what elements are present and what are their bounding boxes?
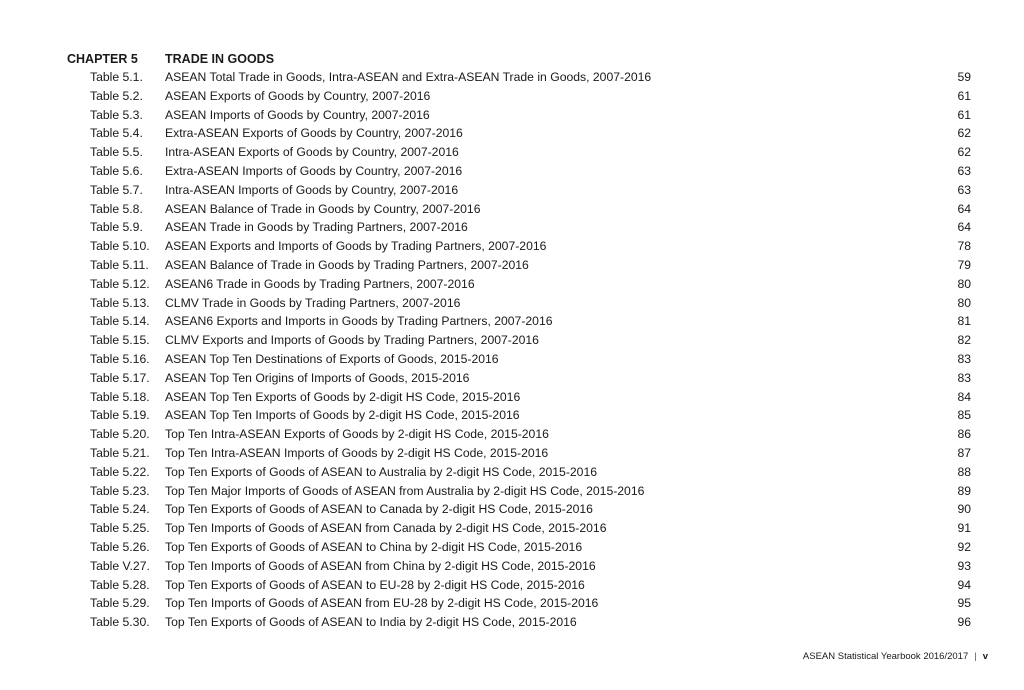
toc-entry-page: 95 (957, 596, 971, 611)
toc-entry-page: 90 (957, 502, 971, 517)
toc-entry-page: 86 (957, 427, 971, 442)
footer-publication-title: ASEAN Statistical Yearbook 2016/2017 (802, 651, 969, 662)
toc-entry-page: 83 (957, 370, 971, 385)
toc-entry-title: Intra-ASEAN Exports of Goods by Country, 2007-2016 (165, 145, 459, 160)
toc-entry-number: Table 5.3. (90, 107, 143, 122)
toc-entry-page: 78 (957, 239, 971, 254)
toc-entry-title: ASEAN Top Ten Imports of Goods by 2-digit HS Code, 2015-2016 (165, 408, 520, 423)
toc-entry[interactable] (0, 500, 1024, 519)
toc-entry-page: 64 (957, 220, 971, 235)
chapter-label: CHAPTER 5 (67, 52, 138, 66)
toc-entry-page: 64 (957, 201, 971, 216)
toc-entry-page: 87 (957, 445, 971, 460)
toc-entry-number: Table 5.15. (90, 333, 150, 348)
toc-entry-number: Table 5.22. (90, 464, 150, 479)
toc-entry-title: Top Ten Exports of Goods of ASEAN to Canada by 2-digit HS Code, 2015-2016 (165, 502, 593, 517)
toc-entry-number: Table 5.1. (90, 70, 143, 84)
footer-page-number: v (982, 651, 988, 662)
toc-entry-page: 61 (957, 88, 971, 103)
toc-entry-number: Table 5.11. (90, 257, 149, 272)
toc-entry-number: Table 5.14. (90, 314, 150, 329)
toc-entry-title: Intra-ASEAN Imports of Goods by Country, 2007-2016 (165, 182, 459, 197)
toc-entry[interactable] (0, 256, 1024, 275)
toc-entry-page: 61 (957, 107, 971, 122)
toc-entry-title: ASEAN Total Trade in Goods, Intra-ASEAN and Extra-ASEAN Trade in Goods, 2007-2016 (165, 70, 652, 84)
table-of-contents-list (0, 68, 1024, 632)
toc-entry-title: Top Ten Imports of Goods of ASEAN from China by 2-digit HS Code, 2015-2016 (165, 558, 596, 573)
toc-entry-number: Table 5.26. (90, 539, 150, 554)
toc-entry-number: Table 5.24. (90, 502, 150, 517)
toc-entry-number: Table 5.13. (90, 295, 150, 310)
toc-entry[interactable] (0, 218, 1024, 237)
toc-entry-number: Table 5.25. (90, 521, 150, 536)
toc-entry[interactable] (0, 237, 1024, 256)
toc-entry-title: ASEAN Balance of Trade in Goods by Country, 2007-2016 (165, 201, 481, 216)
toc-entry-page: 96 (957, 615, 971, 630)
toc-entry[interactable] (0, 425, 1024, 444)
toc-entry-number: Table 5.12. (90, 276, 150, 291)
toc-entry-page: 80 (957, 295, 971, 310)
toc-entry-page: 91 (957, 521, 971, 536)
toc-entry-page: 79 (957, 257, 971, 272)
toc-entry-title: Extra-ASEAN Imports of Goods by Country, 2007-2016 (165, 163, 463, 178)
toc-entry-number: Table 5.6. (90, 163, 143, 178)
toc-entry-page: 94 (957, 577, 971, 592)
toc-entry-title: Top Ten Intra-ASEAN Exports of Goods by 2-digit HS Code, 2015-2016 (165, 427, 549, 442)
toc-entry[interactable] (0, 538, 1024, 557)
toc-entry[interactable] (0, 369, 1024, 388)
toc-entry[interactable] (0, 68, 1024, 87)
toc-entry-number: Table 5.21. (90, 445, 150, 460)
toc-entry-number: Table 5.29. (90, 596, 150, 611)
toc-entry-title: ASEAN Top Ten Origins of Imports of Goods, 2015-2016 (165, 370, 470, 385)
toc-entry-title: Top Ten Major Imports of Goods of ASEAN from Australia by 2-digit HS Code, 2015-2016 (165, 483, 645, 498)
toc-entry-title: ASEAN6 Exports and Imports in Goods by Trading Partners, 2007-2016 (165, 314, 553, 329)
toc-entry-page: 63 (957, 163, 971, 178)
toc-entry[interactable] (0, 143, 1024, 162)
toc-entry-page: 59 (957, 70, 971, 84)
toc-entry[interactable] (0, 294, 1024, 313)
toc-entry-number: Table 5.2. (90, 88, 143, 103)
toc-entry-page: 93 (957, 558, 971, 573)
toc-entry-title: ASEAN Top Ten Destinations of Exports of Goods, 2015-2016 (165, 351, 499, 366)
toc-entry-title: CLMV Trade in Goods by Trading Partners, 2007-2016 (165, 295, 461, 310)
toc-entry-page: 89 (957, 483, 971, 498)
toc-entry[interactable] (0, 350, 1024, 369)
toc-entry[interactable] (0, 388, 1024, 407)
toc-entry-title: Top Ten Exports of Goods of ASEAN to Australia by 2-digit HS Code, 2015-2016 (165, 464, 598, 479)
toc-entry-number: Table 5.17. (90, 370, 150, 385)
toc-entry[interactable] (0, 162, 1024, 181)
toc-entry-number: Table 5.16. (90, 351, 150, 366)
toc-entry-number: Table 5.18. (90, 389, 150, 404)
toc-entry[interactable] (0, 200, 1024, 219)
toc-entry-title: CLMV Exports and Imports of Goods by Trading Partners, 2007-2016 (165, 333, 539, 348)
toc-entry-title: ASEAN Imports of Goods by Country, 2007-2016 (165, 107, 430, 122)
toc-entry-page: 62 (957, 126, 971, 141)
toc-entry-number: Table 5.19. (90, 408, 150, 423)
toc-entry-number: Table 5.4. (90, 126, 143, 141)
toc-entry-page: 62 (957, 145, 971, 160)
toc-entry-title: Top Ten Exports of Goods of ASEAN to EU-28 by 2-digit HS Code, 2015-2016 (165, 577, 585, 592)
toc-entry-page: 82 (957, 333, 971, 348)
chapter-title: TRADE IN GOODS (165, 52, 275, 66)
toc-entry-page: 81 (957, 314, 971, 329)
toc-entry[interactable] (0, 482, 1024, 501)
toc-entry-page: 83 (957, 351, 971, 366)
page-footer (803, 650, 988, 664)
toc-entry-number: Table 5.5. (90, 145, 143, 160)
toc-entry-title: Top Ten Imports of Goods of ASEAN from EU-28 by 2-digit HS Code, 2015-2016 (165, 596, 599, 611)
toc-entry-number: Table 5.8. (90, 201, 143, 216)
toc-entry[interactable] (0, 87, 1024, 106)
toc-entry-page: 84 (957, 389, 971, 404)
toc-entry[interactable] (0, 557, 1024, 576)
toc-entry-title: Extra-ASEAN Exports of Goods by Country, 2007-2016 (165, 126, 463, 141)
toc-entry[interactable] (0, 444, 1024, 463)
toc-entry[interactable] (0, 594, 1024, 613)
footer-separator: | (974, 651, 977, 662)
toc-entry[interactable] (0, 124, 1024, 143)
toc-entry-number: Table 5.28. (90, 577, 150, 592)
toc-entry-title: ASEAN Balance of Trade in Goods by Trading Partners, 2007-2016 (165, 257, 529, 272)
toc-entry[interactable] (0, 613, 1024, 632)
toc-entry-number: Table 5.20. (90, 427, 150, 442)
toc-entry-page: 63 (957, 182, 971, 197)
toc-entry-title: Top Ten Exports of Goods of ASEAN to China by 2-digit HS Code, 2015-2016 (165, 539, 583, 554)
toc-entry-title: ASEAN Exports of Goods by Country, 2007-2016 (165, 88, 431, 103)
toc-entry-number: Table 5.10. (90, 239, 150, 254)
toc-entry-number: Table 5.30. (90, 615, 150, 630)
toc-entry[interactable] (0, 106, 1024, 125)
toc-entry-number: Table 5.23. (90, 483, 150, 498)
chapter-heading (0, 50, 1024, 68)
toc-entry[interactable] (0, 463, 1024, 482)
toc-entry-title: Top Ten Exports of Goods of ASEAN to India by 2-digit HS Code, 2015-2016 (165, 615, 577, 630)
toc-entry-title: ASEAN Exports and Imports of Goods by Trading Partners, 2007-2016 (165, 239, 547, 254)
toc-entry-title: ASEAN6 Trade in Goods by Trading Partners, 2007-2016 (165, 276, 475, 291)
toc-entry-title: ASEAN Top Ten Exports of Goods by 2-digit HS Code, 2015-2016 (165, 389, 521, 404)
toc-entry-title: Top Ten Imports of Goods of ASEAN from Canada by 2-digit HS Code, 2015-2016 (165, 521, 607, 536)
toc-entry-number: Table 5.7. (90, 182, 143, 197)
toc-entry-title: Top Ten Intra-ASEAN Imports of Goods by 2-digit HS Code, 2015-2016 (165, 445, 549, 460)
toc-entry[interactable] (0, 181, 1024, 200)
toc-entry[interactable] (0, 331, 1024, 350)
toc-entry[interactable] (0, 519, 1024, 538)
toc-entry-number: Table 5.9. (90, 220, 143, 235)
toc-entry[interactable] (0, 406, 1024, 425)
toc-entry[interactable] (0, 312, 1024, 331)
toc-entry-page: 88 (957, 464, 971, 479)
toc-entry[interactable] (0, 576, 1024, 595)
toc-entry[interactable] (0, 275, 1024, 294)
toc-entry-number: Table V.27. (90, 558, 150, 573)
toc-entry-title: ASEAN Trade in Goods by Trading Partners, 2007-2016 (165, 220, 468, 235)
toc-entry-page: 85 (957, 408, 971, 423)
toc-entry-page: 92 (957, 539, 971, 554)
toc-entry-page: 80 (957, 276, 971, 291)
